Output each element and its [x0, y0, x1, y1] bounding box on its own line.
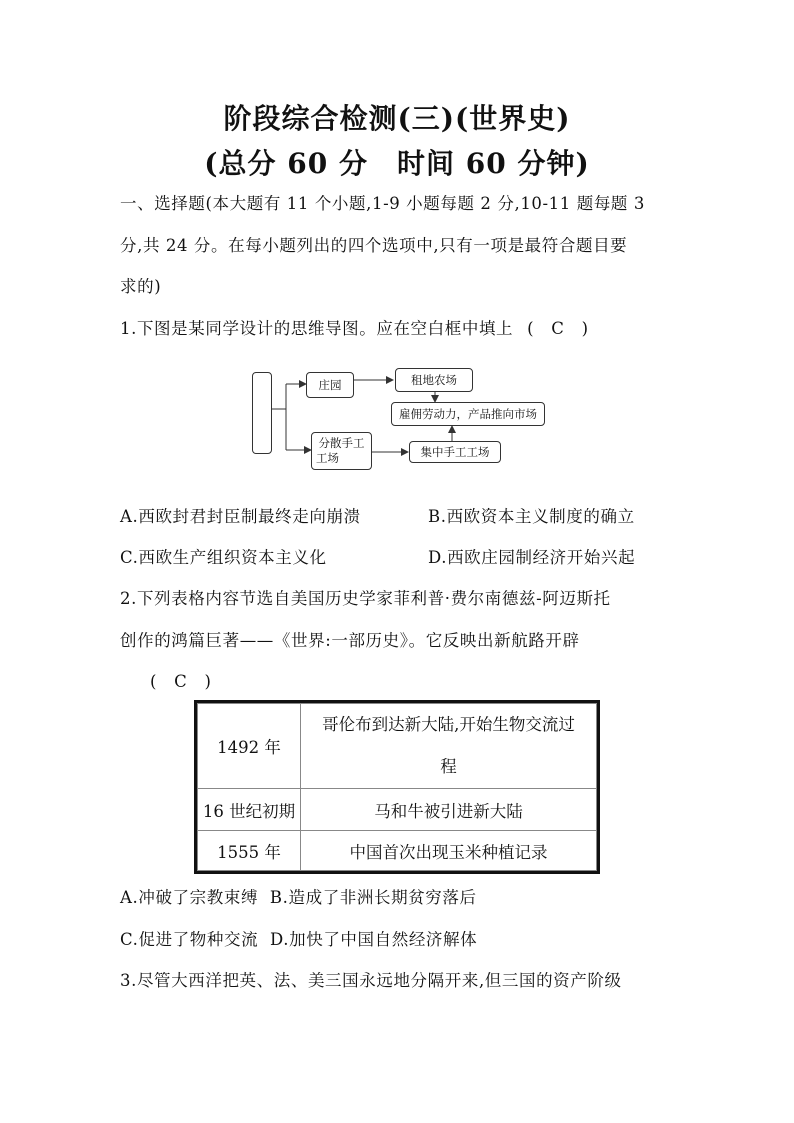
q2-option-c: C.促进了物种交流 [120, 930, 259, 949]
q2-option-b: B.造成了非洲长期贫穷落后 [269, 888, 477, 907]
q1-option-b: B.西欧资本主义制度的确立 [428, 507, 635, 526]
q2-option-a: A.冲破了宗教束缚 [120, 888, 259, 907]
q2-stem-line-2: 创作的鸿篇巨著——《世界:一部历史》。它反映出新航路开辟 [120, 631, 580, 650]
q1-option-c: C.西欧生产组织资本主义化 [120, 548, 327, 567]
box-scattered-workshop [311, 432, 372, 470]
table-cell-event-line-2: 程 [440, 757, 457, 776]
table-row [198, 789, 597, 831]
table-cell-event: 中国首次出现玉米种植记录 [301, 831, 597, 871]
table-cell-year: 1492 年 [198, 704, 301, 789]
q2-stem-line-1: 2.下列表格内容节选自美国历史学家菲利普·费尔南德兹-阿迈斯托 [120, 589, 611, 608]
section-heading-line-2: 分,共 24 分。在每小题列出的四个选项中,只有一项是最符合题目要 [120, 236, 628, 255]
q1-mind-map [248, 364, 548, 474]
q1-stem [120, 315, 589, 339]
q2-options-row-1 [120, 884, 477, 908]
table-row [198, 704, 597, 789]
section-heading-line-1: 一、选择题(本大题有 11 个小题,1-9 小题每题 2 分,10-11 题每题 3 [120, 194, 645, 213]
q1-stem-text: 1.下图是某同学设计的思维导图。应在空白框中填上 [120, 319, 514, 338]
page-title: 阶段综合检测(三)(世界史) [223, 102, 571, 135]
q2-option-d: D.加快了中国自然经济解体 [270, 930, 478, 949]
box-scattered-workshop-line-1: 分散手工 [318, 436, 365, 450]
page-subtitle: (总分 60 分 时间 60 分钟) [204, 147, 590, 180]
table-row [198, 831, 597, 871]
box-scattered-workshop-line-2: 工场 [316, 451, 339, 465]
table-cell-year: 1555 年 [198, 831, 301, 871]
q1-option-a: A.西欧封君封臣制最终走向崩溃 [120, 507, 361, 526]
q3-stem-line-1: 3.尽管大西洋把英、法、美三国永远地分隔开来,但三国的资产阶级 [120, 971, 622, 990]
box-manor: 庄园 [306, 372, 354, 398]
blank-box [252, 372, 272, 454]
box-lease-farm: 租地农场 [395, 368, 473, 392]
q2-table [194, 700, 600, 874]
table-cell-event-line-1: 哥伦布到达新大陆,开始生物交流过 [322, 715, 575, 734]
q2-options-row-2 [120, 926, 477, 950]
box-central-workshop: 集中手工工场 [409, 441, 501, 463]
q1-option-d: D.西欧庄园制经济开始兴起 [428, 548, 636, 567]
q2-answer: ( C ) [150, 672, 212, 691]
table-cell-event [301, 704, 597, 789]
q1-answer: ( C ) [527, 319, 589, 338]
table-cell-year: 16 世纪初期 [198, 789, 301, 831]
section-heading-line-3: 求的) [120, 277, 162, 296]
box-wage-labor: 雇佣劳动力，产品推向市场 [391, 402, 545, 426]
table-cell-event: 马和牛被引进新大陆 [301, 789, 597, 831]
